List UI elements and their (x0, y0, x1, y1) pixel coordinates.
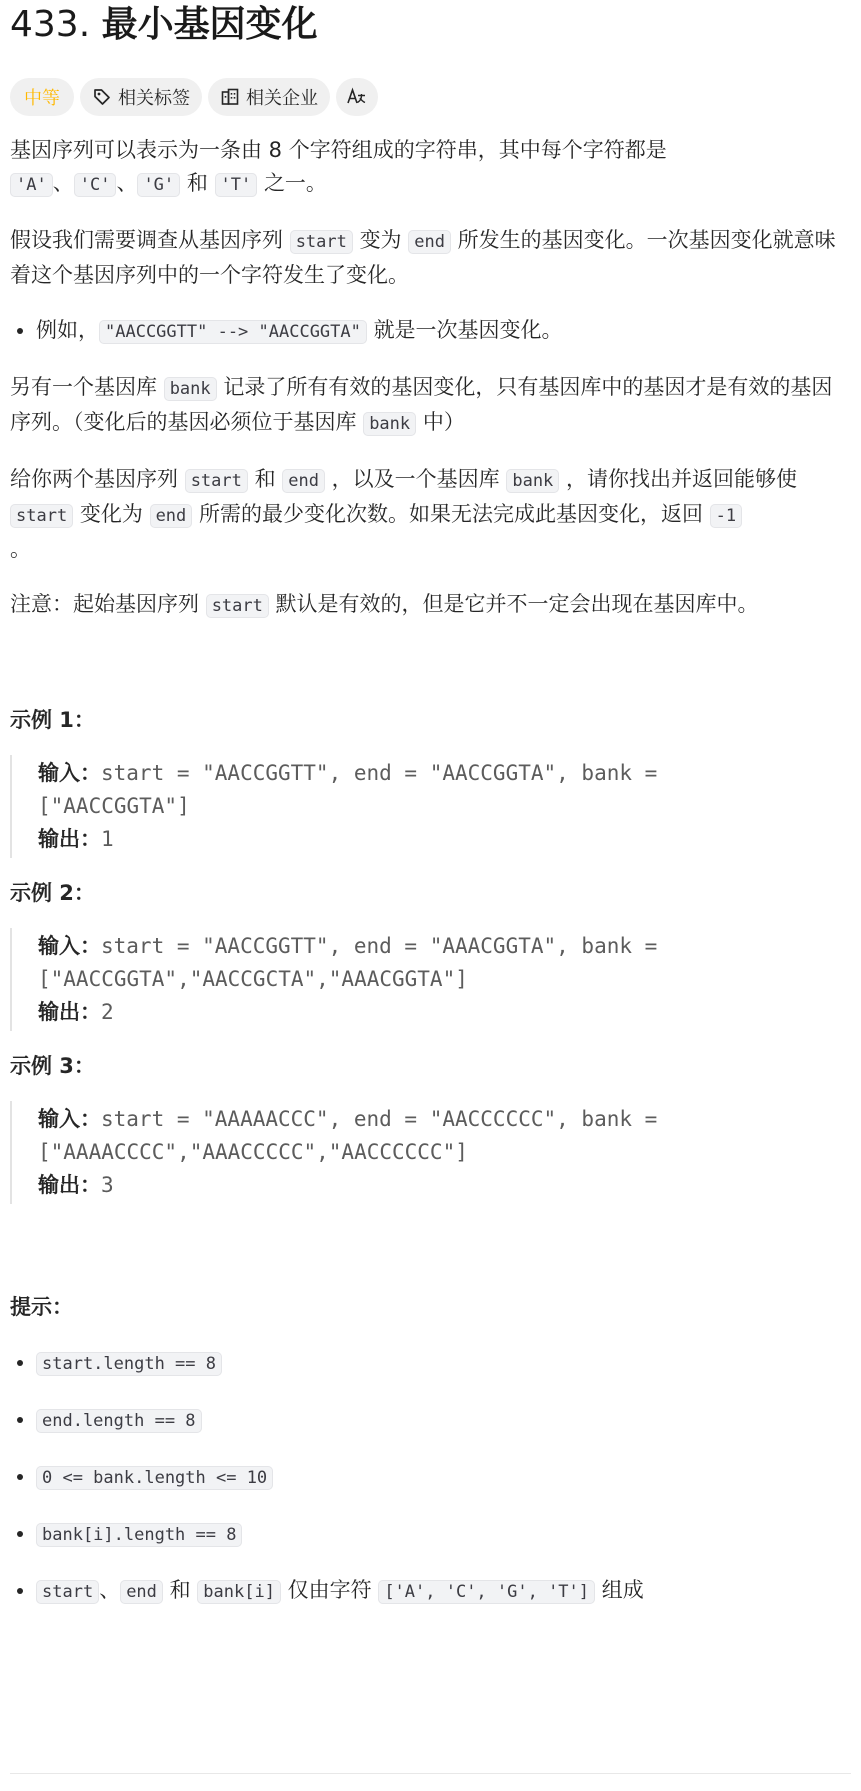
example-3-title: 示例 3： (10, 1054, 95, 1078)
related-companies-button[interactable] (208, 78, 330, 116)
page-title (10, 0, 851, 48)
problem-number: 433. (10, 4, 91, 45)
list-item: • bank[i].length == 8 (36, 1517, 851, 1552)
desc-paragraph-4: 给你两个基因序列 start 和 end ，以及一个基因库 bank ，请你找出并返回能够使 start 变化为 end 所需的最少变化次数。如果无法完成此基因变化，返回 -1 。 (10, 467, 797, 561)
list-item: • start.length == 8 (36, 1346, 851, 1381)
hints-title: 提示： (10, 1295, 73, 1319)
related-tags-button[interactable] (80, 78, 202, 116)
examples-section (10, 705, 851, 1204)
tag-bar (10, 78, 851, 116)
building-icon (220, 87, 240, 107)
problem-title[interactable]: 最小基因变化 (101, 4, 318, 45)
code-char-c: 'C' (74, 173, 117, 197)
desc-paragraph-5: 注意：起始基因序列 start 默认是有效的，但是它并不一定会出现在基因库中。 (10, 592, 759, 616)
hints-list (10, 1346, 851, 1609)
divider (10, 1773, 851, 1774)
list-item: • end.length == 8 (36, 1403, 851, 1438)
desc-paragraph-2: 假设我们需要调查从基因序列 start 变为 end 所发生的基因变化。一次基因变化就意味着这个基因序列中的一个字符发生了变化。 (10, 228, 836, 287)
list-item: • 例如， "AACCGGTT" --> "AACCGGTA" 就是一次基因变化。 (36, 314, 851, 349)
desc-bullet-list (10, 314, 851, 349)
example-1-block: 输入：start = "AACCGGTT", end = "AACCGGTA", bank = ["AACCGGTA"] 输出：1 (10, 755, 851, 858)
translate-button[interactable] (336, 78, 378, 116)
related-companies-label: 相关企业 (246, 88, 318, 109)
problem-description (10, 134, 851, 623)
example-3-block: 输入：start = "AAAAACCC", end = "AACCCCCC", bank = ["AAAACCCC","AAACCCCC","AACCCCCC"] 输出：3 (10, 1101, 851, 1204)
code-char-a: 'A' (10, 173, 53, 197)
desc-paragraph-3: 另有一个基因库 bank 记录了所有有效的基因变化，只有基因库中的基因才是有效的基因序列。（变化后的基因必须位于基因库 bank 中） (10, 375, 833, 434)
related-tags-label: 相关标签 (118, 88, 190, 109)
list-item: • 0 <= bank.length <= 10 (36, 1460, 851, 1495)
example-2-title: 示例 2： (10, 881, 95, 905)
hints-section (10, 1292, 851, 1609)
example-1-title: 示例 1： (10, 708, 95, 732)
translate-icon (346, 87, 368, 107)
list-item: • start 、 end 和 bank[i] 仅由字符 ['A', 'C', 'G', 'T'] 组成 (36, 1574, 851, 1609)
code-char-g: 'G' (137, 173, 180, 197)
tag-icon (92, 87, 112, 107)
difficulty-badge[interactable]: 中等 (10, 78, 74, 116)
code-char-t: 'T' (215, 173, 258, 197)
example-2-block: 输入：start = "AACCGGTT", end = "AAACGGTA", bank = ["AACCGGTA","AACCGCTA","AAACGGTA"] 输出：2 (10, 928, 851, 1031)
desc-paragraph-1: 基因序列可以表示为一条由 8 个字符组成的字符串，其中每个字符都是 'A' 、 'C' 、 'G' 和 'T' 之一。 (10, 138, 667, 195)
